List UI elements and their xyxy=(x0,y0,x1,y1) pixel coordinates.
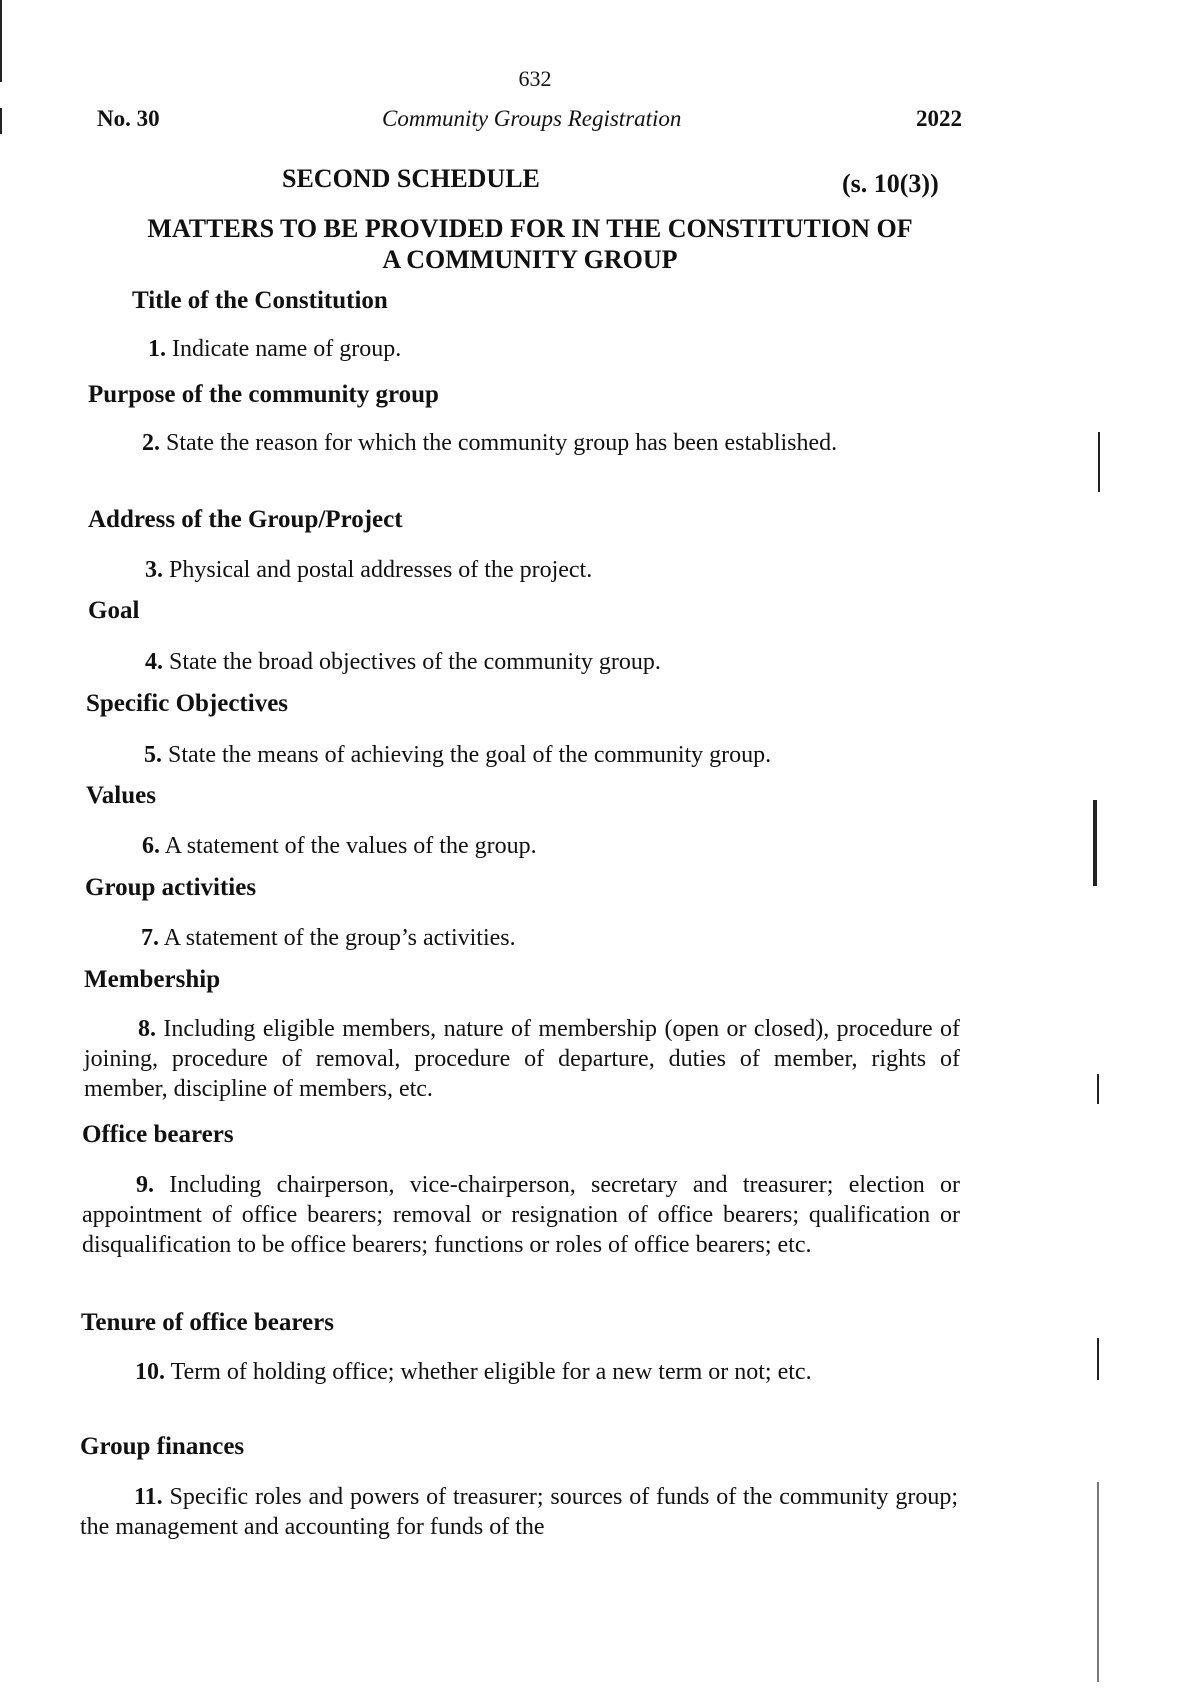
paragraph-text: Indicate name of group. xyxy=(172,336,402,362)
schedule-title: SECOND SCHEDULE xyxy=(282,164,540,193)
scan-edge-mark xyxy=(0,108,2,134)
page-number: 632 xyxy=(518,66,552,91)
section-heading-group-activities: Group activities xyxy=(85,874,257,901)
paragraph-number: 6. xyxy=(142,833,160,859)
paragraph-number: 11. xyxy=(134,1484,163,1510)
section-paragraph-7 xyxy=(141,923,516,953)
section-paragraph-5 xyxy=(144,740,771,770)
schedule-reference: (s. 10(3)) xyxy=(842,169,939,198)
scan-edge-mark xyxy=(1097,1482,1099,1682)
paragraph-text: State the reason for which the community group has been established. xyxy=(166,430,838,456)
section-paragraph-6 xyxy=(142,831,537,861)
section-paragraph-3 xyxy=(145,555,592,585)
paragraph-text: State the means of achieving the goal of the community group. xyxy=(168,742,772,768)
paragraph-text: A statement of the values of the group. xyxy=(164,833,537,859)
paragraph-number: 4. xyxy=(145,649,163,675)
section-heading-membership: Membership xyxy=(84,966,221,993)
section-heading-tenure: Tenure of office bearers xyxy=(81,1309,334,1336)
scan-edge-mark xyxy=(1097,1338,1099,1380)
scan-edge-mark xyxy=(1093,800,1097,886)
section-paragraph-9 xyxy=(82,1170,960,1260)
paragraph-text: Term of holding office; whether eligible for a new term or not; etc. xyxy=(170,1359,812,1385)
paragraph-number: 9. xyxy=(136,1172,154,1198)
section-paragraph-2 xyxy=(88,428,964,458)
paragraph-text: Including chairperson, vice-chairperson, secretary and treasurer; election or appointment of office bearers; removal or resignation of office bearers; qualification or disqualification to be office bearers; functions or roles of office bearers; etc. xyxy=(82,1172,960,1258)
scan-edge-mark xyxy=(1098,432,1100,492)
paragraph-number: 3. xyxy=(145,557,163,583)
section-heading-purpose: Purpose of the community group xyxy=(88,381,439,408)
scan-edge-mark xyxy=(0,0,2,82)
paragraph-text: Specific roles and powers of treasurer; sources of funds of the community group; the management and accounting for funds of the xyxy=(80,1484,959,1540)
paragraph-number: 10. xyxy=(135,1359,165,1385)
section-heading-values: Values xyxy=(86,782,156,809)
section-heading-group-finances: Group finances xyxy=(80,1433,245,1460)
paragraph-text: A statement of the group’s activities. xyxy=(163,925,516,951)
schedule-heading xyxy=(90,213,970,275)
section-heading-office-bearers: Office bearers xyxy=(82,1121,234,1148)
paragraph-number: 1. xyxy=(148,336,166,362)
section-heading-address: Address of the Group/Project xyxy=(88,506,403,533)
section-paragraph-1 xyxy=(148,334,401,364)
section-heading-title: Title of the Constitution xyxy=(132,287,388,314)
section-heading-goal: Goal xyxy=(88,597,140,624)
section-paragraph-11 xyxy=(80,1482,958,1542)
schedule-heading-line2: A COMMUNITY GROUP xyxy=(382,245,678,274)
section-heading-specific-objectives: Specific Objectives xyxy=(86,690,289,717)
header-year: 2022 xyxy=(916,106,962,131)
paragraph-number: 5. xyxy=(144,742,162,768)
schedule-heading-line1: MATTERS TO BE PROVIDED FOR IN THE CONSTITUTION OF xyxy=(147,214,913,243)
header-act-number: No. 30 xyxy=(97,106,160,131)
scan-edge-mark xyxy=(1097,1074,1099,1104)
paragraph-text: Including eligible members, nature of membership (open or closed), procedure of joining, procedure of removal, procedure of departure, duties of member, rights of member, discipline of members, etc. xyxy=(84,1016,961,1102)
section-paragraph-10 xyxy=(81,1357,959,1387)
paragraph-number: 2. xyxy=(142,430,160,456)
paragraph-number: 8. xyxy=(138,1016,156,1042)
section-paragraph-8 xyxy=(84,1014,960,1104)
paragraph-number: 7. xyxy=(141,925,159,951)
header-act-title: Community Groups Registration xyxy=(382,106,682,131)
paragraph-text: Physical and postal addresses of the project. xyxy=(169,557,593,583)
section-paragraph-4 xyxy=(145,647,661,677)
paragraph-text: State the broad objectives of the community group. xyxy=(169,649,661,675)
